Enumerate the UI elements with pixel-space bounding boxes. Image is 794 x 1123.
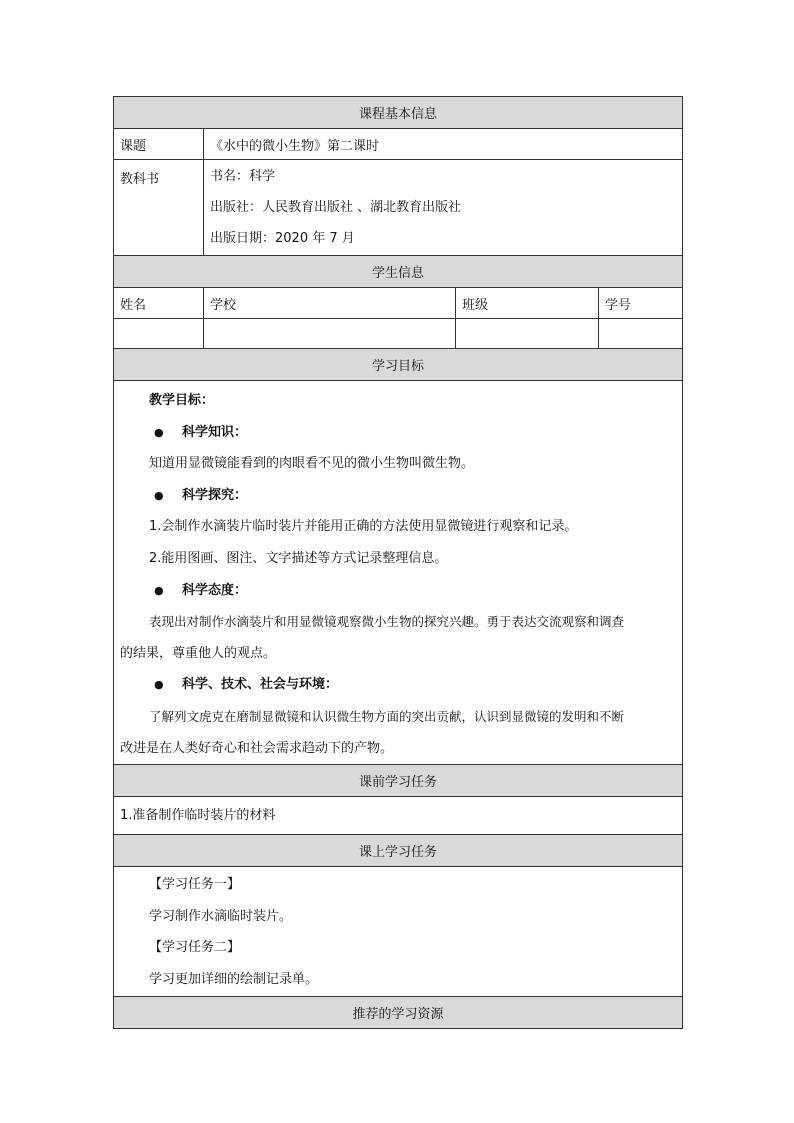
sts-heading-row (120, 669, 676, 701)
book-name: 书名：科学 (210, 169, 276, 184)
inquiry-heading-row (120, 480, 676, 512)
section-header-objectives: 学习目标 (114, 349, 683, 381)
school-label: 学校 (204, 288, 456, 319)
section-header-course-info: 课程基本信息 (114, 97, 683, 129)
task-1-text: 学习制作水滴临时装片。 (149, 908, 293, 924)
attitude-heading-row (120, 575, 676, 607)
bullet-icon: ● (154, 583, 164, 597)
textbook-label: 教科书 (114, 160, 204, 256)
school-field[interactable] (204, 319, 456, 349)
textbook-details (204, 160, 683, 256)
lesson-plan-document (113, 96, 682, 1022)
attitude-heading: 科学态度： (182, 582, 248, 598)
task-1-title: 【学习任务一】 (149, 877, 241, 893)
task-2-text: 学习更加详细的绘制记录单。 (149, 971, 319, 987)
bullet-icon: ● (154, 488, 164, 502)
inquiry-item-1: 1.会制作水滴装片临时装片并能用正确的方法使用显微镜进行观察和记录。 (149, 519, 578, 535)
topic-label: 课题 (114, 129, 204, 160)
inquiry-heading: 科学探究： (182, 487, 248, 503)
attitude-text-line-2: 的结果，尊重他人的观点。 (120, 645, 277, 661)
bullet-icon: ● (154, 425, 164, 439)
objectives-content (114, 381, 683, 765)
class-label: 班级 (456, 288, 599, 319)
section-header-student-info: 学生信息 (114, 256, 683, 288)
bullet-icon: ● (154, 678, 164, 692)
section-header-in-class: 课上学习任务 (114, 835, 683, 867)
knowledge-heading-row (120, 417, 676, 449)
topic-value: 《水中的微小生物》第二课时 (204, 129, 683, 160)
sts-heading: 科学、技术、社会与环境： (182, 677, 339, 693)
attitude-text-line-1: 表现出对制作水滴装片和用显微镜观察微小生物的探究兴趣。勇于表达交流观察和调查 (149, 614, 625, 630)
pre-class-content (114, 797, 683, 835)
student-id-label: 学号 (599, 288, 683, 319)
objectives-title: 教学目标： (149, 393, 215, 408)
publication-date: 出版日期：2020 年 7 月 (210, 231, 355, 246)
pre-class-item-1: 1.准备制作临时装片的材料 (120, 808, 276, 824)
student-id-field[interactable] (599, 319, 683, 349)
section-header-resources: 推荐的学习资源 (114, 996, 683, 1028)
sts-text-line-2: 改进是在人类好奇心和社会需求趋动下的产物。 (120, 740, 394, 756)
name-label: 姓名 (114, 288, 204, 319)
sts-text-line-1: 了解列文虎克在磨制显微镜和认识微生物方面的突出贡献，认识到显微镜的发明和不断 (149, 708, 625, 724)
publisher: 出版社：人民教育出版社 、湖北教育出版社 (210, 200, 462, 215)
task-2-title: 【学习任务二】 (149, 940, 241, 956)
section-header-pre-class: 课前学习任务 (114, 765, 683, 797)
in-class-content (114, 867, 683, 996)
class-field[interactable] (456, 319, 599, 349)
name-field[interactable] (114, 319, 204, 349)
inquiry-item-2: 2.能用图画、图注、文字描述等方式记录整理信息。 (149, 550, 448, 566)
lesson-plan-table (113, 96, 683, 1029)
knowledge-heading: 科学知识： (182, 424, 248, 440)
knowledge-text: 知道用显微镜能看到的肉眼看不见的微小生物叫微生物。 (149, 456, 475, 472)
